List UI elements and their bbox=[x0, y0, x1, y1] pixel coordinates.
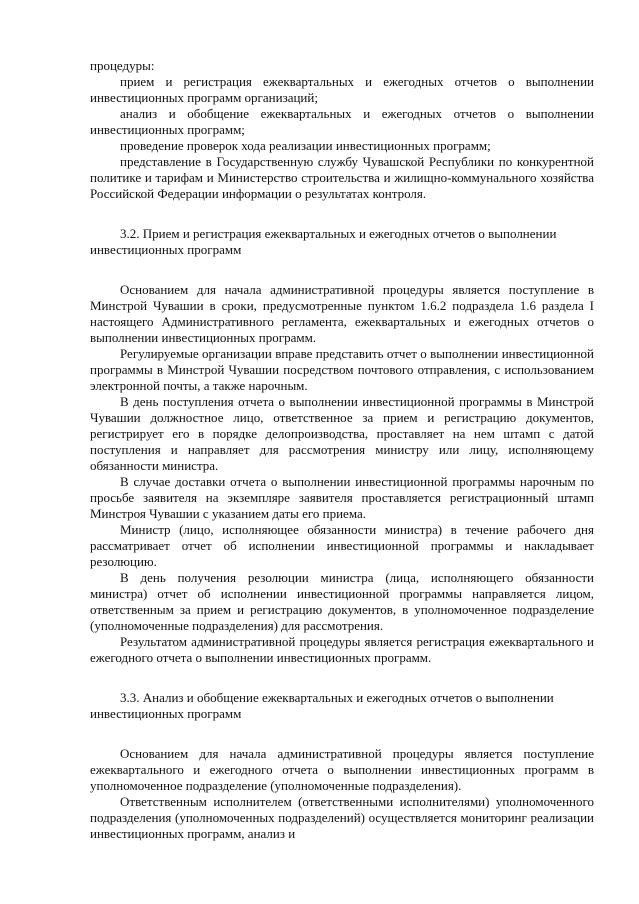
paragraph: Основанием для начала административной процедуры является поступление в Минстрой Чувашии в сроки, предусмотренные пунктом 1.6.2 подраздела 1.6 раздела I настоящего Административного регламента, ежеквартальных и ежегодных отчетов о выполнении инвестиционных программ. bbox=[90, 282, 594, 345]
paragraph: проведение проверок хода реализации инвестиционных программ; bbox=[120, 138, 491, 153]
paragraph: Министр (лицо, исполняющее обязанности министра) в течение рабочего дня рассматривает отчет об исполнении инвестиционной программы и накладывает резолюцию. bbox=[90, 522, 594, 569]
paragraph: прием и регистрация ежеквартальных и ежегодных отчетов о выполнении инвестиционных программ организаций; bbox=[90, 74, 594, 105]
paragraph: анализ и обобщение ежеквартальных и ежегодных отчетов о выполнении инвестиционных программ; bbox=[90, 106, 594, 137]
document-page bbox=[90, 58, 594, 842]
paragraph: В день поступления отчета о выполнении инвестиционной программы в Минстрой Чувашии должностное лицо, ответственное за прием и регистрацию документов, регистрирует его в порядке делопроизводства, проставляет на нем штамп с датой поступления и направляет для рассмотрения министру или лицу, исполняющему обязанности министра. bbox=[90, 394, 594, 473]
paragraph: Основанием для начала административной процедуры является поступление ежеквартального и ежегодного отчета о выполнении инвестиционных программ в уполномоченное подразделение (уполномоченные подразделения). bbox=[90, 746, 594, 793]
paragraph-spacer bbox=[90, 666, 594, 690]
paragraph: Регулируемые организации вправе представить отчет о выполнении инвестиционной программы в Минстрой Чувашии посредством почтового отправления, с использованием электронной почты, а также нарочным. bbox=[90, 346, 594, 393]
paragraph: В случае доставки отчета о выполнении инвестиционной программы нарочным по просьбе заявителя на экземпляре заявителя проставляется регистрационный штамп Минстроя Чувашии с указанием даты его приема. bbox=[90, 474, 594, 521]
paragraph-spacer bbox=[90, 202, 594, 226]
paragraph: Результатом административной процедуры является регистрация ежеквартального и ежегодного отчета о выполнении инвестиционных программ. bbox=[90, 634, 594, 665]
paragraph: Ответственным исполнителем (ответственными исполнителями) уполномоченного подразделения (уполномоченных подразделений) осуществляется мониторинг реализации инвестиционных программ, анализ и bbox=[90, 794, 594, 841]
paragraph-spacer bbox=[90, 722, 594, 746]
section-heading: 3.2. Прием и регистрация ежеквартальных и ежегодных отчетов о выполнении инвестиционных программ bbox=[90, 226, 557, 257]
paragraph: В день получения резолюции министра (лица, исполняющего обязанности министра) отчет об исполнении инвестиционной программы направляется лицом, ответственным за прием и регистрацию документов, в уполномоченное подразделение (уполномоченные подразделения) для рассмотрения. bbox=[90, 570, 594, 633]
paragraph: процедуры: bbox=[90, 58, 155, 73]
section-heading: 3.3. Анализ и обобщение ежеквартальных и ежегодных отчетов о выполнении инвестиционных программ bbox=[90, 690, 554, 721]
paragraph: представление в Государственную службу Чувашской Республики по конкурентной политике и тарифам и Министерство строительства и жилищно-коммунального хозяйства Российской Федерации информации о результатах контроля. bbox=[90, 154, 594, 201]
paragraph-spacer bbox=[90, 258, 594, 282]
